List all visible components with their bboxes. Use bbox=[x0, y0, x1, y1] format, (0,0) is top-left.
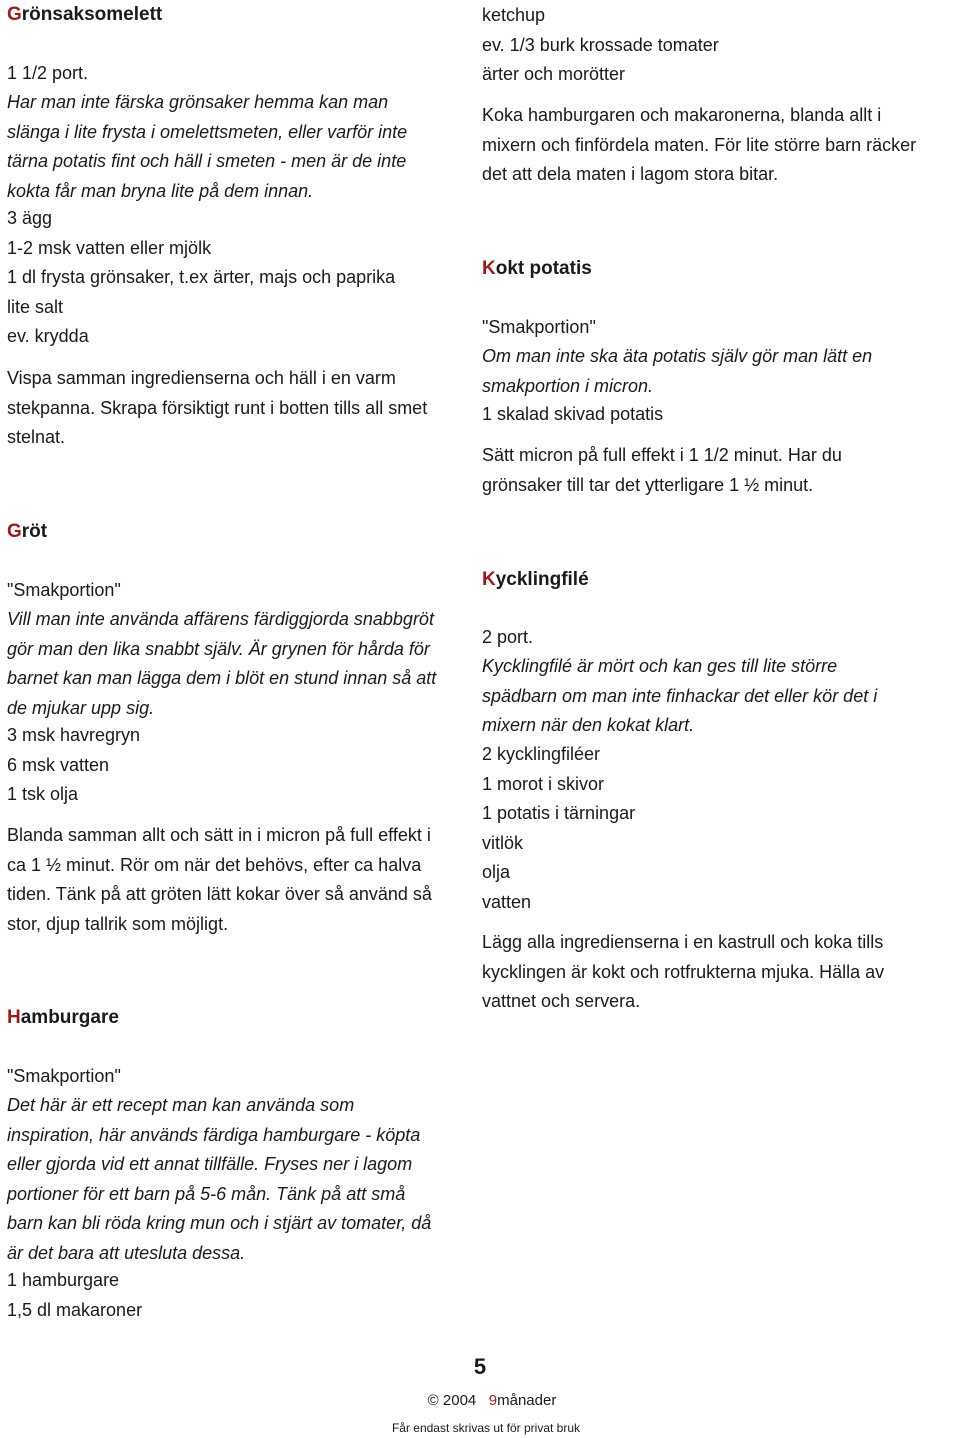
recipe-gronsaksomelett bbox=[7, 0, 477, 30]
recipe-method: Sätt micron på full effekt i 1 1/2 minut. Har du grönsaker till tar det ytterligare 1 ½ minut. bbox=[482, 445, 842, 495]
recipe-title: Gröt bbox=[7, 521, 48, 542]
recipe-intro: Har man inte färska grönsaker hemma kan man slänga i lite frysta i omelettsmeten, eller varför inte tärna potatis fint och häll i smeten - men är de inte kokta får man bryna lite på dem innan. bbox=[7, 92, 408, 201]
brand-initial: 9 bbox=[488, 1392, 498, 1409]
ingredient-list: 2 kycklingfiléer 1 morot i skivor 1 potatis i tärningar vitlök olja vatten bbox=[482, 744, 636, 912]
copyright-line: © 2004 9månader bbox=[427, 1392, 557, 1409]
recipe-title: Hamburgare bbox=[7, 1007, 119, 1028]
recipe-grot bbox=[7, 517, 477, 547]
recipe-intro: Om man inte ska äta potatis själv gör man lätt en smakportion i micron. bbox=[482, 346, 873, 396]
portion-label: "Smakportion" bbox=[7, 580, 121, 600]
ingredient-list: 3 msk havregryn 6 msk vatten 1 tsk olja bbox=[7, 725, 141, 804]
ingredient-list: 1 skalad skivad potatis bbox=[482, 404, 664, 424]
portion-label: "Smakportion" bbox=[7, 1066, 121, 1086]
print-note: Får endast skrivas ut för privat bruk bbox=[391, 1421, 581, 1435]
recipe-method: Koka hamburgaren och makaronerna, blanda allt i mixern och finfördela maten. För lite större barn räcker det att dela maten i lagom stora bitar. bbox=[482, 105, 917, 184]
ingredient-list: 3 ägg 1-2 msk vatten eller mjölk 1 dl frysta grönsaker, t.ex ärter, majs och paprika lite salt ev. krydda bbox=[7, 208, 396, 346]
recipe-portions: 1 1/2 port. bbox=[7, 63, 89, 83]
recipe-intro: Kycklingfilé är mört och kan ges till lite större spädbarn om man inte finhackar det eller kör det i mixern när den kokat klart. bbox=[482, 656, 878, 735]
recipe-title: Kokt potatis bbox=[482, 258, 592, 279]
recipe-intro: Det här är ett recept man kan använda som inspiration, här används färdiga hamburgare - köpta eller gjorda vid ett annat tillfälle. Fryses ner i lagom portioner för ett barn på 5-6 mån. Tänk på att små barn kan bli röda kring mun och i stjärt av tomater, då är det bara att utesluta dessa. bbox=[7, 1095, 432, 1263]
recipe-hamburgare bbox=[7, 1003, 477, 1033]
ingredient-list: 1 hamburgare 1,5 dl makaroner bbox=[7, 1270, 143, 1320]
portion-label: "Smakportion" bbox=[482, 317, 596, 337]
recipe-kycklingfile bbox=[482, 565, 952, 595]
recipe-method: Lägg alla ingredienserna i en kastrull och koka tills kycklingen är kokt och rotfrukterna mjuka. Hälla av vattnet och servera. bbox=[482, 932, 885, 1011]
brand-name: månader bbox=[497, 1392, 557, 1409]
recipe-intro: Vill man inte använda affärens färdiggjorda snabbgröt gör man den lika snabbt själv. Är grynen för hårda för barnet kan man lägga dem i blöt en stund innan så att de mjukar upp sig. bbox=[7, 609, 437, 718]
ingredient-list: ketchup ev. 1/3 burk krossade tomater ärter och morötter bbox=[482, 5, 719, 84]
page-number: 5 bbox=[473, 1354, 487, 1379]
recipe-kokt-potatis bbox=[482, 254, 952, 284]
recipe-method: Vispa samman ingredienserna och häll i en varm stekpanna. Skrapa försiktigt runt i botten tills all smet stelnat. bbox=[7, 368, 428, 447]
recipe-title: Kycklingfilé bbox=[482, 569, 589, 590]
recipe-portions: 2 port. bbox=[482, 627, 534, 647]
recipe-method: Blanda samman allt och sätt in i micron på full effekt i ca 1 ½ minut. Rör om när det behövs, efter ca halva tiden. Tänk på att gröten lätt kokar över så använd så stor, djup tallrik som möjligt. bbox=[7, 825, 432, 934]
recipe-title: Grönsaksomelett bbox=[7, 4, 163, 25]
